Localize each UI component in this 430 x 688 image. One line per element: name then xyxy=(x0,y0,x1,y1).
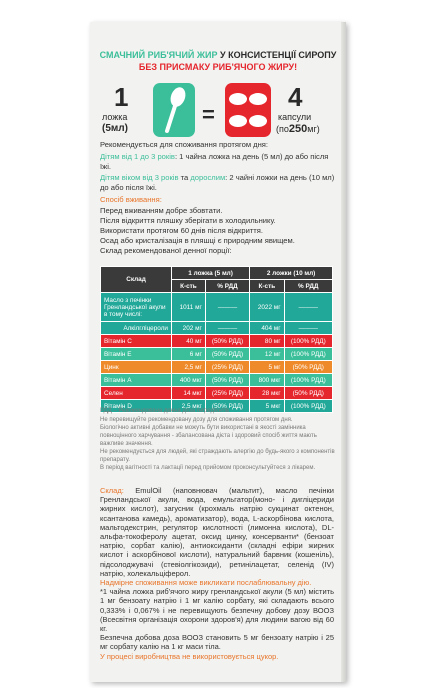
method-line: Використати протягом 60 днів після відкриття. xyxy=(100,226,263,235)
kids-3-label: Дітям віком від 3 років xyxy=(100,173,179,182)
equals-sign: = xyxy=(202,102,215,127)
tagline-line-1-dark: У КОНСИСТЕНЦІЇ СИРОПУ xyxy=(220,50,337,60)
row-rda-2: (100% РДД) xyxy=(284,348,332,361)
table-row-vitamin-e xyxy=(101,348,333,361)
row-rda-1: (50% РДД) xyxy=(205,374,249,387)
alkyl-rda-2: ——— xyxy=(284,322,332,335)
row-name: Вітамін А xyxy=(101,374,172,387)
row-rda-1: (50% РДД) xyxy=(205,335,249,348)
row-qty-2: 5 мг xyxy=(250,361,284,374)
table-row-vitamin-c xyxy=(101,335,333,348)
kids-1-3-label: Дітям від 1 до 3 років xyxy=(100,152,175,161)
footnote-line: Біологічно активні добавки не можуть бути використані в якості замінника повноцінного харчування - збалансована дієта і здоровий спосіб життя мають важливе значення. xyxy=(100,425,317,447)
table-row-oil xyxy=(101,293,333,322)
dose-equivalence xyxy=(90,82,346,144)
row-qty-2: 80 мг xyxy=(250,335,284,348)
capsules-icon xyxy=(224,82,272,143)
alkyl-qty-1: 202 мг xyxy=(172,322,206,335)
header-two-spoons: 2 ложки (10 мл) xyxy=(250,267,333,280)
spoon-icon xyxy=(152,82,196,143)
composition-safe-dose: Безпечна добова доза ВООЗ становить 5 мг бензоату натрію і 25 мг сорбату калію на 1 кг маси тіла. xyxy=(100,633,334,652)
kids-3-and: та xyxy=(178,173,191,182)
row-qty-1: 40 мг xyxy=(172,335,206,348)
row-name: Вітамін Е xyxy=(101,348,172,361)
nutrition-table xyxy=(100,266,333,413)
capsule-mg xyxy=(276,123,320,135)
row-qty-1: 2,5 мкг xyxy=(172,400,206,413)
capsule-mg-suffix: мг) xyxy=(307,124,320,134)
alkyl-name: Алкілгліцероли xyxy=(101,322,172,335)
tagline-line-1-teal: СМАЧНИЙ РИБ'ЯЧИЙ ЖИР xyxy=(99,50,218,60)
spoon-number: 1 xyxy=(114,82,129,112)
footnote-line: Не рекомендується для людей, які страждають алергію до будь-якого з компонентів препарату. xyxy=(100,449,335,463)
oil-qty-1: 1011 мг xyxy=(172,293,206,322)
tagline-line-2: БЕЗ ПРИСМАКУ РИБ'ЯЧОГО ЖИРУ! xyxy=(138,62,298,72)
kids-1-3-dose xyxy=(100,152,340,171)
row-name: Селен xyxy=(101,387,172,400)
row-qty-2: 800 мкг xyxy=(250,374,284,387)
capsule-mg-value: 250 xyxy=(288,123,308,135)
capsule-mg-prefix: (по xyxy=(276,124,289,134)
row-qty-2: 5 мкг xyxy=(250,400,284,413)
rda-footnote: РДД – Рекомендована денна доза Інгредієнтів xyxy=(100,408,230,414)
recommend-intro: Рекомендується для споживання протягом дня: xyxy=(100,140,268,149)
table-row-selenium xyxy=(101,387,333,400)
row-rda-1: (25% РДД) xyxy=(205,361,249,374)
row-name: Цинк xyxy=(101,361,172,374)
capsule-number: 4 xyxy=(288,82,303,112)
row-rda-2: (100% РДД) xyxy=(284,400,332,413)
kids-1-3-text: : 1 чайна ложка на день (5 мл) до або після їжі. xyxy=(100,152,329,171)
method-line: Склад рекомендованої денної порції: xyxy=(100,246,232,255)
adults-label: дорослим xyxy=(190,173,226,182)
method-line: Перед вживанням добре збовтати. xyxy=(100,206,223,215)
capsule-unit: капсули xyxy=(278,112,312,122)
oil-rda-2: ——— xyxy=(284,293,332,322)
subheader-qty: К-сть xyxy=(250,280,284,293)
footnote-line: В період вагітності та лактації перед прийомом проконсультуйтеся з лікарем. xyxy=(100,465,316,471)
table-header-row xyxy=(101,267,333,280)
row-name: Вітамін D xyxy=(101,400,172,413)
spoon-ml: (5мл) xyxy=(102,123,128,134)
composition-label: Склад: xyxy=(100,486,124,495)
adults-text: : 2 чайні ложки на день (10 мл) до або після їжі. xyxy=(100,173,335,192)
oil-rda-1: ——— xyxy=(205,293,249,322)
method-line: Осад або кристалізація в пляшці є природним явищем. xyxy=(100,236,295,245)
subheader-rda: % РДД xyxy=(205,280,249,293)
header-one-spoon: 1 ложка (5 мл) xyxy=(172,267,250,280)
row-qty-1: 2,5 мг xyxy=(172,361,206,374)
subheader-qty: К-сть xyxy=(172,280,206,293)
product-box-side-panel xyxy=(90,22,346,682)
row-rda-2: (50% РДД) xyxy=(284,387,332,400)
row-qty-1: 6 мг xyxy=(172,348,206,361)
row-qty-2: 12 мг xyxy=(250,348,284,361)
row-name: Вітамін С xyxy=(101,335,172,348)
composition-sugar-note: У процесі виробництва не використовується цукор. xyxy=(100,651,279,661)
spoon-unit: ложка xyxy=(102,112,128,122)
composition-footnote: *1 чайна ложка риб'ячого жиру гренландської акули (5 мл) містить 1 мг бензоату натрію і 1 мг калію сорбату, які складають всього 0,333% і 0,067% і не перевищують безпечну добову дозу ВООЗ (Всесвітня організація охорони здоров'я) для людини вагою від 60 кг. xyxy=(100,587,334,634)
oil-qty-2: 2022 мг xyxy=(250,293,284,322)
row-qty-2: 28 мкг xyxy=(250,387,284,400)
composition-block xyxy=(100,486,334,661)
tagline-line-1 xyxy=(90,50,346,60)
row-rda-2: (100% РДД) xyxy=(284,374,332,387)
method-title: Спосіб вживання: xyxy=(100,195,162,204)
alkyl-rda-1: ——— xyxy=(205,322,249,335)
row-rda-2: (50% РДД) xyxy=(284,361,332,374)
kids-3-adults-dose xyxy=(100,173,340,192)
footnote-line: Не перевищуйте рекомендовану дозу для споживання протягом дня. xyxy=(100,417,293,423)
composition-warning: Надмірне споживання може викликати послаблювальну дію. xyxy=(100,578,312,588)
header-composition: Склад xyxy=(101,267,172,293)
alkyl-qty-2: 404 мг xyxy=(250,322,284,335)
method-line: Після відкриття пляшку зберігати в холодильнику. xyxy=(100,216,276,225)
table-row-zinc xyxy=(101,361,333,374)
row-qty-1: 400 мкг xyxy=(172,374,206,387)
table-row-vitamin-a xyxy=(101,374,333,387)
row-rda-1: (25% РДД) xyxy=(205,387,249,400)
composition-body: EmulOil (наповнювач (мальтит), масло печінки Гренландської акули, вода, емульгатор(моно- і дигліцериди жирних кислот), загусник (крохмаль натрію сукцинат октенон, ксантанова камедь), ароматизатор), вода, L-аскорбінова кислота, мальтодекстрин, регулятор кислотності (лимонна кислота), DL-альфа-токоферолу ацетат, оксид цинку, консерванти* (бензоат натрію, сорбат калію), антиоксиданти (складні ефіри жирних кислот і аскорбінової кислоти), натуральний барвник (кошеніль), підсолоджувачі (стевіолгікозиди), ретинілацетат, селенід (IV) натрію, холекальціферол. xyxy=(100,486,334,578)
composition-text xyxy=(100,486,334,578)
row-qty-1: 14 мкг xyxy=(172,387,206,400)
row-rda-1: (50% РДД) xyxy=(205,400,249,413)
oil-name: Масло з печінки Гренландської акули в тому числі: xyxy=(101,293,172,322)
row-rda-1: (50% РДД) xyxy=(205,348,249,361)
row-rda-2: (100% РДД) xyxy=(284,335,332,348)
table-row-alkyl xyxy=(101,322,333,335)
subheader-rda: % РДД xyxy=(284,280,332,293)
